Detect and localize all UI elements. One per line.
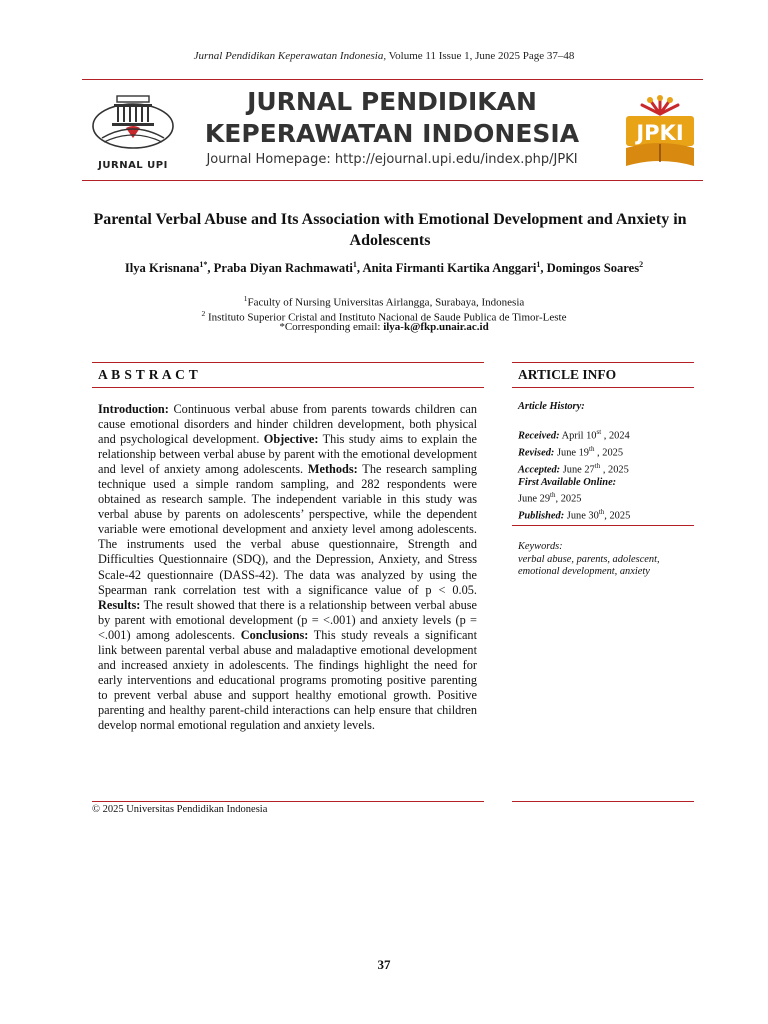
abstract-body — [98, 402, 477, 733]
published-sup: th — [598, 508, 605, 517]
revised-sup: th — [589, 444, 595, 453]
abstract-heading-rule — [92, 387, 484, 388]
running-head — [0, 50, 768, 62]
author-sep: , — [207, 261, 214, 276]
page-number: 37 — [377, 957, 391, 972]
author-sep: , — [540, 261, 547, 276]
abstract-text-objective: This study aims to explain the relationship between verbal abuse by parent with the emotional development and level of anxiety among adolescents. — [98, 432, 477, 477]
abstract-label-results: Results: — [98, 597, 141, 612]
first-online-sup: th — [550, 491, 556, 500]
author-name: Anita Firmanti Kartika Anggari — [362, 261, 537, 276]
info-top-rule — [512, 362, 694, 363]
abstract-text-introduction: Continuous verbal abuse from parents towards children can cause emotional disorders and hinder children development, both physical and psychological development. — [98, 402, 477, 447]
keywords-label: Keywords: — [518, 541, 563, 552]
upi-logo — [90, 90, 176, 172]
upi-building-icon — [90, 90, 176, 160]
history-label: Article History: — [518, 401, 585, 412]
author-sup: 1 — [352, 260, 357, 269]
jpki-logo — [620, 92, 700, 174]
published-line — [518, 506, 698, 523]
abstract-label-conclusions: Conclusions: — [240, 627, 309, 642]
article-history — [518, 401, 698, 524]
keywords-list: verbal abuse, parents, adolescent, emotional development, anxiety — [518, 553, 660, 578]
info-bottom-rule — [512, 801, 694, 802]
abstract-label-objective: Objective: — [263, 432, 319, 447]
affiliation-text: Faculty of Nursing Universitas Airlangga, Surabaya, Indonesia — [247, 296, 525, 309]
first-online-line — [518, 489, 698, 506]
jpki-logo-text: JPKI — [636, 121, 684, 145]
author-sup: 1 — [536, 260, 541, 269]
accepted-year: , 2025 — [600, 464, 629, 476]
info-heading-rule — [512, 387, 694, 388]
author-sep: , — [356, 261, 363, 276]
author-name: Praba Diyan Rachmawati — [213, 261, 353, 276]
jpki-book-icon — [620, 92, 700, 174]
first-online-year: , 2025 — [555, 493, 582, 505]
article-title: Parental Verbal Abuse and Its Association with Emotional Development and Anxiety in Adolescents — [93, 211, 687, 249]
author-sup: 2 — [639, 260, 644, 269]
abstract-top-rule — [92, 362, 484, 363]
abstract-bottom-rule — [92, 801, 484, 802]
revised-line — [518, 443, 698, 460]
received-sup: st — [596, 427, 602, 436]
article-info-heading: ARTICLE INFO — [518, 367, 617, 382]
banner-top-rule — [82, 79, 703, 80]
corresponding-author — [60, 320, 708, 335]
banner-bottom-rule — [82, 180, 703, 181]
running-head-journal: Jurnal Pendidikan Keperawatan Indonesia, — [193, 50, 387, 62]
upi-logo-text: JURNAL UPI — [98, 160, 168, 171]
affiliation-sup: 1 — [243, 294, 248, 303]
abstract-text-results: The result showed that there is a relationship between verbal abuse by parent with emotional development (p = <.001) and anxiety levels (p = <.001) among adolescents. — [98, 597, 477, 642]
journal-homepage: Journal Homepage: http://ejournal.upi.edu/index.php/JPKI — [206, 152, 578, 167]
banner-title-line1: JURNAL PENDIDIKAN — [247, 87, 537, 116]
abstract-label-methods: Methods: — [307, 462, 358, 477]
author-name: Ilya Krisnana — [124, 261, 200, 276]
author-list — [60, 260, 708, 276]
revised-year: , 2025 — [594, 447, 624, 459]
accepted-line — [518, 460, 698, 477]
received-day: April 10 — [559, 430, 597, 442]
author-name: Domingos Soares — [546, 261, 640, 276]
running-head-details: Volume 11 Issue 1, June 2025 Page 37–48 — [386, 50, 575, 62]
received-label: Received: — [518, 430, 560, 442]
affiliation-text: Instituto Superior Cristal and Instituto Nacional de Saude Publica de Timor-Leste — [205, 311, 567, 324]
copyright: © 2025 Universitas Pendidikan Indonesia — [92, 804, 268, 815]
published-label: Published: — [518, 510, 565, 522]
banner-title — [202, 86, 582, 150]
author-sup: 1* — [199, 260, 208, 269]
keywords-block — [518, 541, 698, 579]
accepted-label: Accepted: — [518, 464, 561, 476]
abstract-text-methods: The research sampling technique used a simple random sampling, and 282 respondents were obtained as research sample. The independent variable in this study was verbal abuse by parents on adolescents’ perspective, while the dependent variable were emotional development and anxiety level among adolescents. The instruments used the verbal abuse questionnaire, Strength and Difficulties Questionnaire (SDQ), and the Depression, Anxiety, and Stress Scale-42 questionnaire (DASS-42). The data was analyzed by using the Spearman rank correlation test with a significance value of p < 0.05. — [98, 462, 477, 597]
first-online-day: June 29 — [518, 493, 551, 505]
first-online-label: First Available Online: — [518, 476, 617, 488]
abstract-label-introduction: Introduction: — [98, 402, 169, 416]
revised-day: June 19 — [554, 447, 589, 459]
published-year: , 2025 — [604, 510, 631, 522]
corresponding-label: *Corresponding email: — [279, 321, 384, 333]
journal-banner — [82, 82, 703, 178]
accepted-sup: th — [594, 461, 601, 470]
abstract-text-conclusions: This study reveals a significant link between parental verbal abuse and maladaptive emotional development and increased anxiety in adolescents. The findings highlight the need for early interventions and educational programs promoting positive parenting to prevent verbal abuse and support healthy emotional growth. Positive parenting and healthy parent-child interactions can help ensure that children develop normal emotional regulation and anxiety levels. — [98, 627, 477, 732]
received-line — [518, 426, 698, 443]
corresponding-email[interactable]: ilya-k@fkp.unair.ac.id — [383, 321, 489, 333]
banner-title-line2: KEPERAWATAN INDONESIA — [204, 119, 580, 148]
abstract-heading: A B S T R A C T — [98, 367, 199, 382]
published-day: June 30 — [564, 510, 599, 522]
revised-label: Revised: — [518, 447, 555, 459]
received-year: , 2024 — [601, 430, 630, 442]
keywords-rule — [512, 525, 694, 526]
affiliation-sup: 2 — [201, 309, 206, 318]
accepted-day: June 27 — [560, 464, 595, 476]
